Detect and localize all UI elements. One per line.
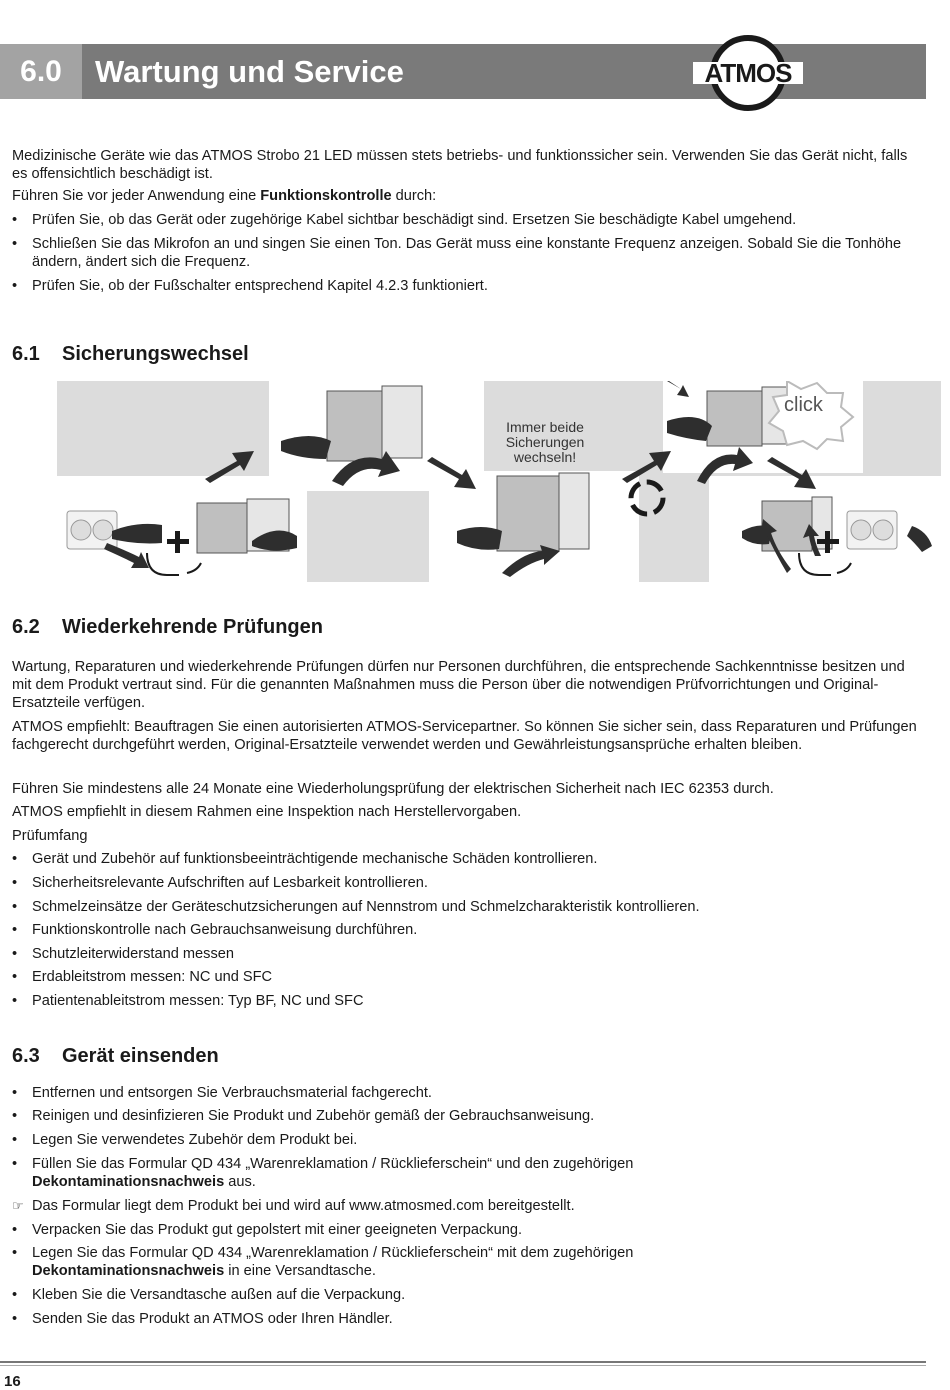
paragraph: ATMOS empfiehlt: Beauftragen Sie einen autorisierten ATMOS-Servicepartner. So können Sie sicher sein, dass Reparaturen und Prüfungen fachgerecht durchgeführt werden, Original-Ersatzteile verwendet werden und Gewährleistungsansprüche erhalten bleiben. (12, 719, 917, 753)
bullet-icon: • (12, 1132, 18, 1148)
footer-rule (0, 1361, 926, 1363)
bullet-icon: • (12, 1311, 18, 1327)
bullet-icon: • (12, 1245, 18, 1261)
bold-term: Funktionskontrolle (260, 188, 392, 204)
bullet-icon: • (12, 969, 18, 985)
bullet-icon: • (12, 1222, 18, 1238)
list-item: • Schutzleiterwiderstand messen (12, 946, 234, 962)
list-item: • Füllen Sie das Formular QD 434 „Warenreklamation / Rücklieferschein“ und den zugehörigen Dekontaminationsnachweis aus. (12, 1156, 634, 1190)
figure-click-label: click (784, 394, 823, 416)
paragraph: ATMOS empfiehlt in diesem Rahmen eine Inspektion nach Herstellervorgaben. (12, 804, 522, 820)
list-item: • Legen Sie das Formular QD 434 „Warenreklamation / Rücklieferschein“ mit dem zugehörigen Dekontaminationsnachweis in eine Versandtasche. (12, 1245, 634, 1279)
bullet-icon: • (12, 899, 18, 915)
list-item: • Entfernen und entsorgen Sie Verbrauchsmaterial fachgerecht. (12, 1085, 432, 1101)
page-number: 16 (4, 1373, 21, 1390)
bullet-icon: • (12, 1156, 18, 1172)
bullet-icon: • (12, 922, 18, 938)
list-item: • Schmelzeinsätze der Geräteschutzsicherungen auf Nennstrom und Schmelzcharakteristik kontrollieren. (12, 899, 700, 915)
bold-term: Dekontaminationsnachweis (32, 1263, 225, 1279)
list-item: • Senden Sie das Produkt an ATMOS oder Ihren Händler. (12, 1311, 393, 1327)
bullet-icon: • (12, 1287, 18, 1303)
list-item: • Legen Sie verwendetes Zubehör dem Produkt bei. (12, 1132, 358, 1148)
intro-paragraph-2: Führen Sie vor jeder Anwendung eine Funktionskontrolle durch: (12, 188, 437, 204)
list-item: • Funktionskontrolle nach Gebrauchsanweisung durchführen. (12, 922, 418, 938)
paragraph: Wartung, Reparaturen und wiederkehrende Prüfungen dürfen nur Personen durchführen, die entsprechende Sachkenntnisse besitzen und mit dem Produkt vertraut sind. Für die genannten Maßnahmen muss die Person über die notwendigen Prüfvorrichtungen und Original-Ersatzteile verfügen. (12, 659, 905, 711)
figure-note: Immer beide Sicherungen wechseln! (505, 419, 585, 465)
hint-item: ☞ Das Formular liegt dem Produkt bei und wird auf www.atmosmed.com bereitgestellt. (12, 1198, 575, 1214)
list-item: • Gerät und Zubehör auf funktionsbeeinträchtigende mechanische Schäden kontrollieren. (12, 851, 598, 867)
bullet-icon: • (12, 993, 18, 1009)
chapter-number: 6.0 (0, 44, 82, 99)
bullet-icon: • (12, 851, 18, 867)
bullet-icon: • (12, 278, 18, 294)
bullet-icon: • (12, 1108, 18, 1124)
list-item: • Erdableitstrom messen: NC und SFC (12, 969, 273, 985)
list-item: • Prüfen Sie, ob der Fußschalter entsprechend Kapitel 4.2.3 funktioniert. (12, 278, 488, 294)
footer-rule-thin (0, 1365, 926, 1366)
list-item: • Schließen Sie das Mikrofon an und singen Sie einen Ton. Das Gerät muss eine konstante Frequenz anzeigen. Sobald Sie die Tonhöhe ändern, ändert sich die Frequenz. (12, 236, 902, 270)
intro-paragraph-1: Medizinische Geräte wie das ATMOS Strobo 21 LED müssen stets betriebs- und funktionssicher sein. Verwenden Sie das Gerät nicht, falls es offensichtlich beschädigt ist. (12, 148, 908, 182)
list-item: • Reinigen und desinfizieren Sie Produkt und Zubehör gemäß der Gebrauchsanweisung. (12, 1108, 595, 1124)
bullet-icon: • (12, 875, 18, 891)
section-heading-6-3: 6.3 Gerät einsenden (12, 1045, 219, 1067)
list-item: • Kleben Sie die Versandtasche außen auf die Verpackung. (12, 1287, 406, 1303)
paragraph: Führen Sie mindestens alle 24 Monate eine Wiederholungsprüfung der elektrischen Sicherheit nach IEC 62353 durch. (12, 781, 774, 797)
pointing-hand-icon: ☞ (12, 1198, 24, 1213)
list-item: • Verpacken Sie das Produkt gut gepolstert mit einer geeigneten Verpackung. (12, 1222, 523, 1238)
list-item: • Patientenableitstrom messen: Typ BF, NC und SFC (12, 993, 364, 1009)
bullet-icon: • (12, 236, 18, 252)
logo-text: ATMOS (704, 58, 792, 88)
list-item: • Sicherheitsrelevante Aufschriften auf Lesbarkeit kontrollieren. (12, 875, 428, 891)
chapter-title: Wartung und Service (95, 54, 404, 89)
bold-term: Dekontaminationsnachweis (32, 1174, 225, 1190)
list-item: • Prüfen Sie, ob das Gerät oder zugehörige Kabel sichtbar beschädigt sind. Ersetzen Sie beschädigte Kabel umgehend. (12, 212, 797, 228)
atmos-logo (693, 33, 803, 113)
section-heading-6-2: 6.2 Wiederkehrende Prüfungen (12, 616, 323, 638)
section-heading-6-1: 6.1 Sicherungswechsel (12, 343, 249, 365)
bullet-icon: • (12, 212, 18, 228)
bullet-icon: • (12, 946, 18, 962)
paragraph: Prüfumfang (12, 828, 88, 844)
bullet-icon: • (12, 1085, 18, 1101)
